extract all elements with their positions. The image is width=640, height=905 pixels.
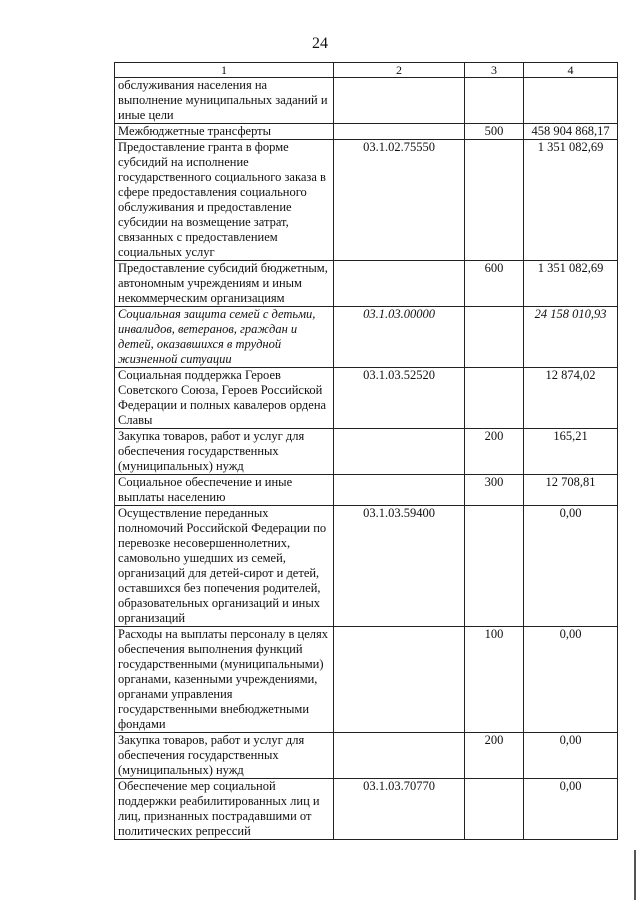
row-sum-cell: 0,00 (524, 506, 618, 627)
scan-edge-mark (634, 850, 636, 900)
row-type-cell (465, 506, 524, 627)
row-code-cell: 03.1.03.52520 (334, 368, 465, 429)
table-row (115, 78, 618, 124)
row-type-cell: 200 (465, 733, 524, 779)
row-sum-cell: 1 351 082,69 (524, 140, 618, 261)
row-name-cell: Социальная поддержка Героев Советского Союза, Героев Российской Федерации и полных кавалеров ордена Славы (115, 368, 334, 429)
row-sum-cell: 0,00 (524, 779, 618, 840)
row-code-cell (334, 261, 465, 307)
row-type-cell: 300 (465, 475, 524, 506)
row-sum-cell: 1 351 082,69 (524, 261, 618, 307)
row-sum-cell: 458 904 868,17 (524, 124, 618, 140)
row-sum-cell: 12 708,81 (524, 475, 618, 506)
row-code-cell (334, 124, 465, 140)
row-sum-cell (524, 78, 618, 124)
row-type-cell (465, 307, 524, 368)
row-name-cell: Предоставление субсидий бюджетным, автономным учреждениям и иным некоммерческим организациям (115, 261, 334, 307)
row-name-cell: Закупка товаров, работ и услуг для обеспечения государственных (муниципальных) нужд (115, 733, 334, 779)
row-name-cell: Социальная защита семей с детьми, инвалидов, ветеранов, граждан и детей, оказавшихся в трудной жизненной ситуации (115, 307, 334, 368)
row-code-cell (334, 733, 465, 779)
row-name-cell: Расходы на выплаты персоналу в целях обеспечения выполнения функций государственными (муниципальными) органами, казенными учреждениями, органами управления государственными внебюджетными фондами (115, 627, 334, 733)
budget-table (114, 62, 618, 840)
row-sum-cell: 0,00 (524, 627, 618, 733)
budget-table-body (115, 63, 618, 840)
row-sum-cell: 165,21 (524, 429, 618, 475)
row-type-cell (465, 140, 524, 261)
row-code-cell: 03.1.03.00000 (334, 307, 465, 368)
table-row (115, 779, 618, 840)
row-code-cell: 03.1.03.70770 (334, 779, 465, 840)
row-sum-cell: 12 874,02 (524, 368, 618, 429)
row-type-cell (465, 78, 524, 124)
row-type-cell: 100 (465, 627, 524, 733)
table-row (115, 475, 618, 506)
row-name-cell: обслуживания населения на выполнение муниципальных заданий и иные цели (115, 78, 334, 124)
row-type-cell: 200 (465, 429, 524, 475)
table-row (115, 261, 618, 307)
header-col-4: 4 (524, 63, 618, 78)
header-col-3: 3 (465, 63, 524, 78)
table-row (115, 140, 618, 261)
table-row (115, 307, 618, 368)
row-name-cell: Закупка товаров, работ и услуг для обеспечения государственных (муниципальных) нужд (115, 429, 334, 475)
row-name-cell: Обеспечение мер социальной поддержки реабилитированных лиц и лиц, признанных пострадавшими от политических репрессий (115, 779, 334, 840)
row-type-cell (465, 368, 524, 429)
table-row (115, 627, 618, 733)
table-row (115, 733, 618, 779)
table-row (115, 368, 618, 429)
row-name-cell: Предоставление гранта в форме субсидий на исполнение государственного социального заказа в сфере предоставления социального обслуживания и предоставление субсидии на возмещение затрат, связанных с предоставлением социальных услуг (115, 140, 334, 261)
row-code-cell (334, 475, 465, 506)
page-number: 24 (312, 35, 328, 52)
row-name-cell: Осуществление переданных полномочий Российской Федерации по перевозке несовершеннолетних, самовольно ушедших из семей, организаций для детей-сирот и детей, оставшихся без попечения родителей, образовательных организаций и иных организаций (115, 506, 334, 627)
row-name-cell: Межбюджетные трансферты (115, 124, 334, 140)
header-row (115, 63, 618, 78)
header-col-2: 2 (334, 63, 465, 78)
header-col-1: 1 (115, 63, 334, 78)
row-code-cell (334, 429, 465, 475)
row-code-cell: 03.1.03.59400 (334, 506, 465, 627)
table-row (115, 506, 618, 627)
row-code-cell (334, 78, 465, 124)
row-type-cell: 500 (465, 124, 524, 140)
row-sum-cell: 24 158 010,93 (524, 307, 618, 368)
row-type-cell (465, 779, 524, 840)
row-type-cell: 600 (465, 261, 524, 307)
row-code-cell: 03.1.02.75550 (334, 140, 465, 261)
table-row (115, 429, 618, 475)
row-code-cell (334, 627, 465, 733)
row-name-cell: Социальное обеспечение и иные выплаты населению (115, 475, 334, 506)
table-row (115, 124, 618, 140)
row-sum-cell: 0,00 (524, 733, 618, 779)
